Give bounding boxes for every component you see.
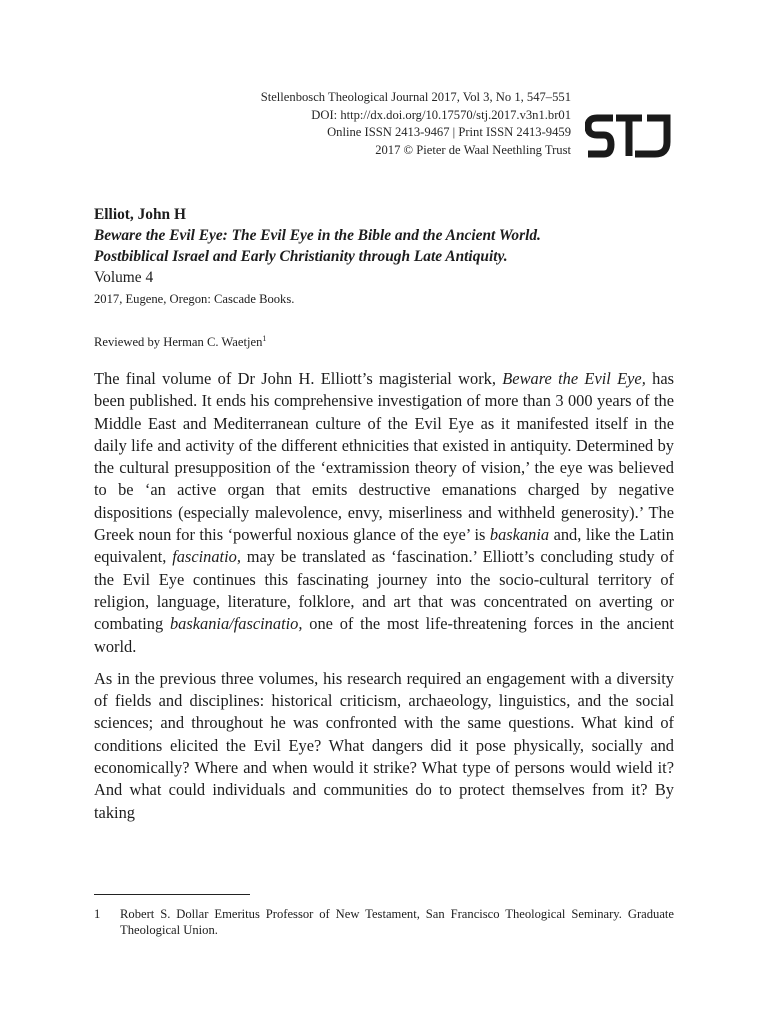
text-run: one of the most life-threatening forces in the ancient world. [94,614,674,656]
book-review-heading [94,204,684,309]
doi-link[interactable]: DOI: http://dx.doi.org/10.17570/stj.2017.v3n1.br01 [311,107,571,122]
journal-header [261,89,571,159]
reviewer-line [94,330,266,351]
issn-line: Online ISSN 2413-9467 | Print ISSN 2413-9459 [327,125,571,140]
stj-logo [585,109,673,163]
reviewer-name: Reviewed by Herman C. Waetjen [94,335,263,349]
footnote-text: Robert S. Dollar Emeritus Professor of New Testament, San Francisco Theological Seminary. Graduate Theological Union. [120,907,674,937]
text-run: has been published. It ends his comprehensive investigation of more than 3 000 years of the Middle East and Mediterranean culture of the Evil Eye as it manifested itself in the daily life and activity of the different ethnicities that existed in antiquity. Determined by the cultural presupposition of the ‘extramission theory of vision,’ the eye was believed to be ‘an active organ that emits destructive emanations charged by negative dispositions (especially malevolence, envy, miserliness and withheld generosity).’ The Greek noun for this ‘powerful noxious glance of the eye’ is [94,369,674,545]
book-title-line-2: Postbiblical Israel and Early Christianity through Late Antiquity. [94,248,508,265]
book-title-line-1: Beware the Evil Eye: The Evil Eye in the Bible and the Ancient World. [94,227,541,244]
paragraph-1 [94,368,674,658]
book-volume: Volume 4 [94,269,154,286]
text-run: and, like the Latin equivalent, [94,525,674,567]
book-author: Elliot, John H [94,206,186,223]
footnote-reference[interactable]: 1 [262,334,267,343]
publication-info: 2017, Eugene, Oregon: Cascade Books. [94,292,295,306]
footnote-divider [94,894,250,895]
italic-run: baskania/fascinatio, [169,614,303,634]
paragraph-2: As in the previous three volumes, his research required an engagement with a diversity of fields and disciplines: historical criticism, archaeology, linguistics, and the social sciences; and throughout he was confronted with the same questions. What kind of conditions elicited the Evil Eye? What dangers did it pose physically, socially and economically? Where and when would it strike? What type of persons would wield it? And what could individuals and communities do to protect themselves from it? By taking [94,668,674,822]
journal-citation: Stellenbosch Theological Journal 2017, Vol 3, No 1, 547–551 [260,90,571,104]
italic-run: baskania [489,525,550,545]
footnote [94,906,674,938]
text-run: The final volume of Dr John H. Elliott’s magisterial work, [94,369,503,388]
footnote-number: 1 [94,907,101,921]
italic-run: Beware the Evil Eye, [502,369,646,388]
copyright-line: 2017 © Pieter de Waal Neethling Trust [375,142,571,157]
italic-run: fascinatio, [172,547,241,567]
review-body [94,368,674,834]
text-run: may be translated as ‘fascination.’ Elliott’s concluding study of the Evil Eye continues this fascinating journey into the socio-cultural territory of religion, language, literature, folklore, and art that was concentrated on averting or combating [94,547,674,634]
